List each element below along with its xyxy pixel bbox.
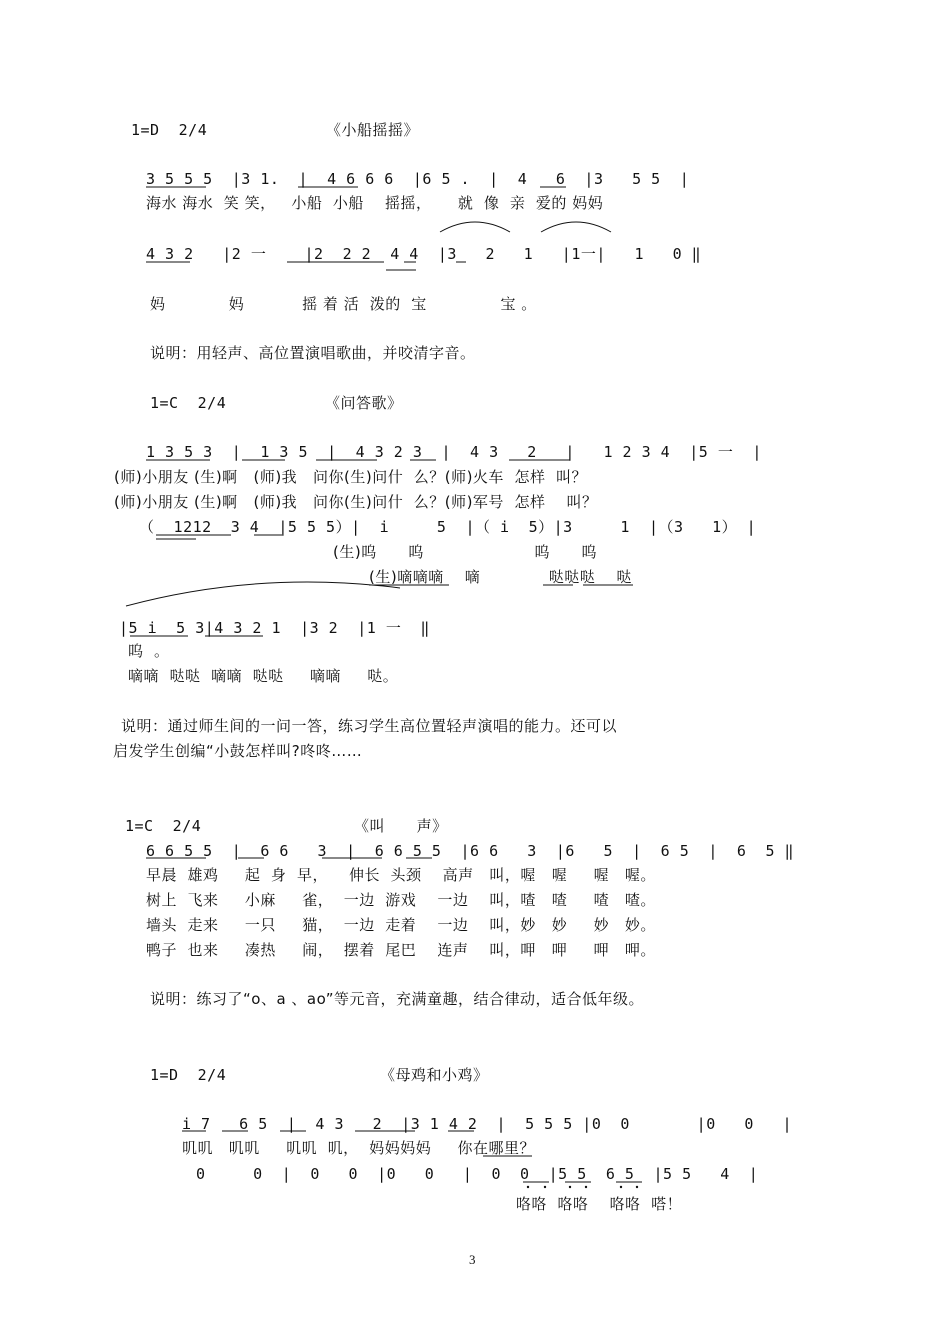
- song2-notation-line: |5 i 5 3|4 3 2 1 |3 2 |1 一 ‖: [119, 619, 430, 637]
- song4-notation-line: i 7 6 5 | 4 3 2 |3 1 4 2 | 5 5 5 |0 0 |0 0 |: [182, 1115, 792, 1133]
- song2-note-line2: 启发学生创编“小鼓怎样叫?咚咚……: [113, 742, 363, 760]
- song4-title: 《母鸡和小鸡》: [380, 1066, 489, 1084]
- song2-note-line1: 说明：通过师生间的一问一答，练习学生高位置轻声演唱的能力。还可以: [121, 717, 618, 735]
- song3-lyric-line: 树上 飞来 小麻 雀， 一边 游戏 一边 叫，喳 喳 喳 喳。: [146, 891, 656, 909]
- song3-lyric-line: 鸭子 也来 凑热 闹， 摆着 尾巴 连声 叫，呷 呷 呷 呷。: [146, 941, 656, 959]
- song4-lyric-line: 咯咯 咯咯 咯咯 嗒！: [516, 1195, 683, 1213]
- song3-lyric-line: 墙头 走来 一只 猫， 一边 走着 一边 叫，妙 妙 妙 妙。: [146, 916, 656, 934]
- song3-note: 说明：练习了“o、a 、ao”等元音，充满童趣，结合律动，适合低年级。: [150, 990, 645, 1008]
- song3-lyric-line: 早晨 雄鸡 起 身 早， 伸长 头颈 高声 叫，喔 喔 喔 喔。: [146, 866, 656, 884]
- song4-key: 1=D 2/4: [150, 1066, 227, 1084]
- song3-title: 《叫 声》: [354, 817, 448, 835]
- song1-lyric-line: 妈 妈 摇 着 活 泼的 宝 宝 。: [150, 295, 537, 313]
- song4-lyric-line: 叽叽 叽叽 叽叽 叽， 妈妈妈妈 你在哪里？: [182, 1139, 536, 1157]
- song3-notation-line: 6 6 5 5 | 6 6 3 | 6 6 5 5 |6 6 3 |6 5 | 6 5 | 6 5 ‖: [146, 842, 795, 860]
- song2-key: 1=C 2/4: [150, 394, 227, 412]
- page-number: 3: [469, 1252, 476, 1267]
- song1-notation-line: 4 3 2 |2 一 |2 2 2 4 4 |3 2 1 |1一| 1 0 ‖: [146, 245, 702, 263]
- song4-notation-line: 0 0 | 0 0 |0 0 | 0 0 |5 5 6 5 |5 5 4 |: [196, 1165, 759, 1183]
- song1-key: 1=D 2/4: [131, 121, 208, 139]
- song1-notation-line: 3 5 5 5 |3 1. | 4 6 6 6 |6 5 . | 4 6 |3 5 5 |: [146, 170, 690, 188]
- song3-key: 1=C 2/4: [125, 817, 202, 835]
- song2-response-line: (生)嘀嘀嘀 嘀 哒哒哒 哒: [369, 568, 632, 586]
- song2-lyric-line: (师)小朋友 (生)啊 (师)我 问你(生)问什 么？(师)军号 怎样 叫？: [114, 493, 598, 511]
- song2-lyric-line: (师)小朋友 (生)啊 (师)我 问你(生)问什 么？(师)火车 怎样 叫？: [114, 468, 588, 486]
- song1-lyric-line: 海水 海水 笑 笑， 小船 小船 摇摇， 就 像 亲 爱的 妈妈: [146, 194, 604, 212]
- song2-response-line: (生)呜 呜 呜 呜: [333, 543, 598, 561]
- song1-title: 《小船摇摇》: [326, 121, 420, 139]
- song2-lyric-line: 呜 。: [128, 642, 170, 660]
- song1-note: 说明：用轻声、高位置演唱歌曲，并咬清字音。: [150, 344, 476, 362]
- song2-lyric-line: 嘀嘀 哒哒 嘀嘀 哒哒 嘀嘀 哒。: [128, 667, 399, 685]
- song2-notation-line: （ 1212 3 4 |5 5 5）| i 5 |（ i 5）|3 1 |（3 1） |: [139, 518, 757, 536]
- song2-title: 《问答歌》: [325, 394, 403, 412]
- song2-notation-line: 1 3 5 3 | 1 3 5 | 4 3 2 3 | 4 3 2 | 1 2 3 4 |5 一 |: [146, 443, 762, 461]
